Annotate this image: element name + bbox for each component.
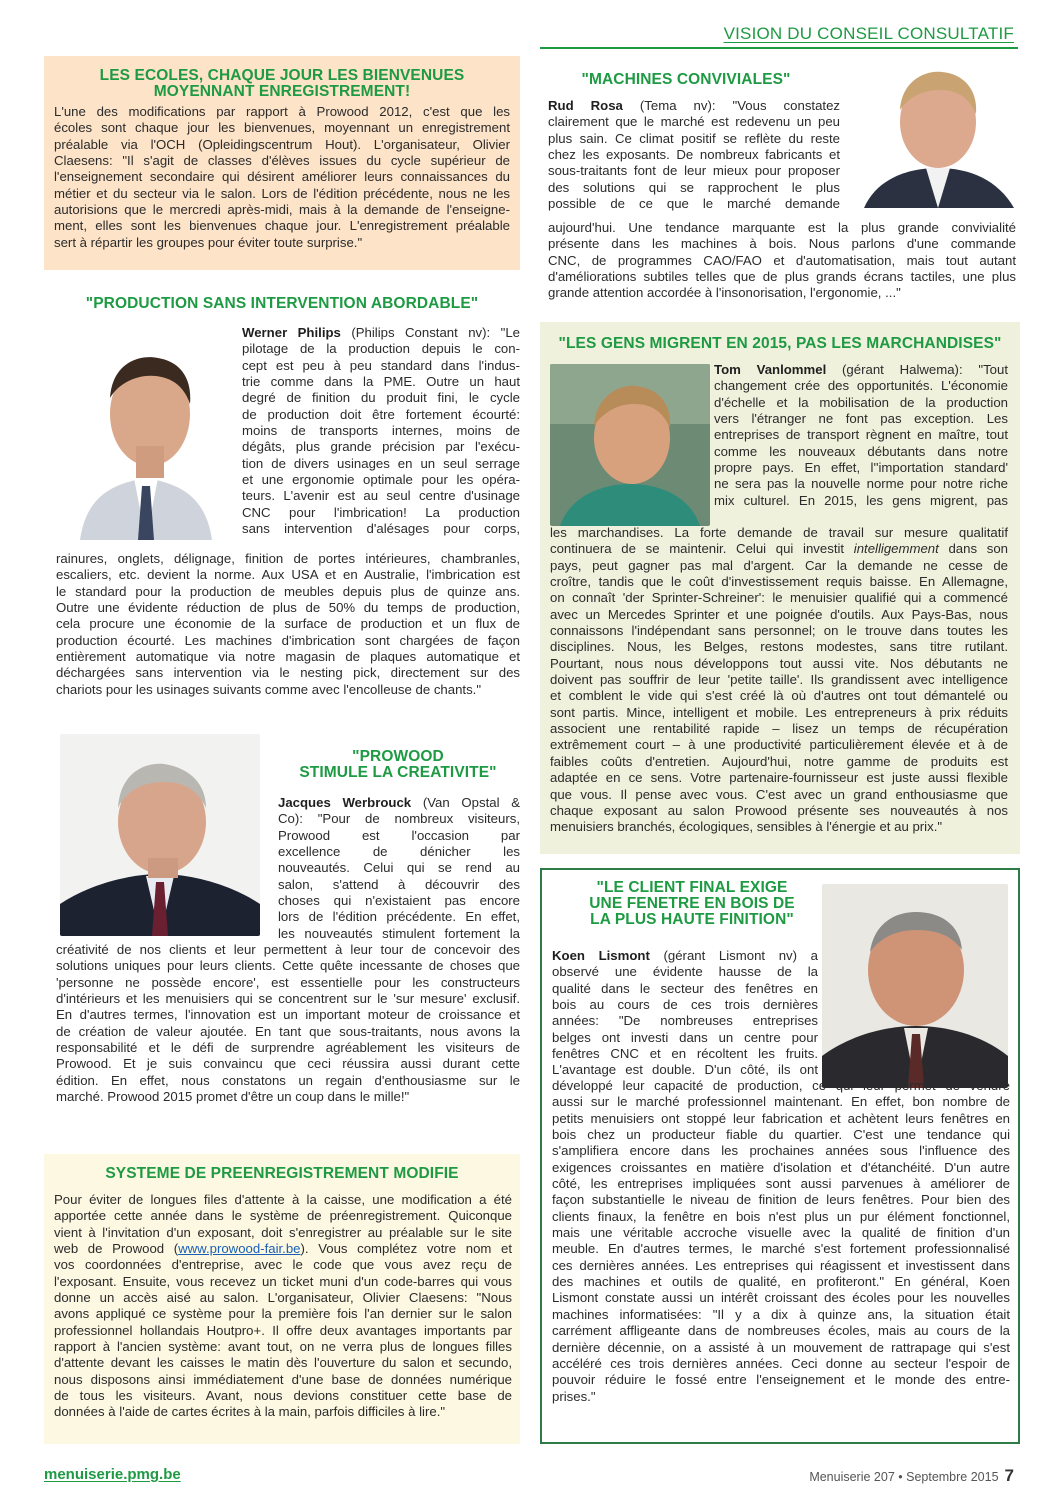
text-line: édition. En effet, nous constatons un regain d'enthousiasme sur le	[56, 1072, 520, 1088]
preregistration-title: SYSTEME DE PREENREGISTREMENT MODIFIE	[105, 1165, 459, 1182]
speaker-name: Rud Rosa	[548, 98, 623, 113]
text-line: d'attente devant les caisses le matin dès l'ouverture du salon et secundo,	[54, 1355, 512, 1371]
page-number: 7	[1004, 1466, 1014, 1485]
text-line: sert à répartir les groupes pour éviter toute surprise."	[54, 234, 363, 250]
production-wide-text	[56, 551, 520, 698]
text-line: bois au cours de ces trois dernières	[552, 997, 818, 1013]
text-line: côté, les entreprises impliquées sont aussi parvenues à améliorer de	[552, 1176, 1010, 1192]
text-line: escaliers, etc. devient la norme. Aux USA et en Australie, l'imbrication est	[56, 567, 520, 583]
text-line: apportée cette année dans le système de préenregistrement. Quiconque	[54, 1208, 512, 1224]
text-line: les nouveautés stimulent fortement la	[278, 925, 520, 941]
speaker-affiliation: (gérant Halwema): "Tout	[826, 362, 1008, 377]
schools-title-line2: MOYENNANT ENREGISTREMENT!	[153, 83, 411, 100]
text-line: tion de divers usinages en un seul serrage	[242, 455, 520, 471]
migrent-box	[540, 322, 1020, 854]
text-line: CNC pour l'imbrication! La production	[242, 504, 520, 520]
text-line: cela procure une économie de la surface de production et un flux de	[56, 616, 520, 632]
speaker-affiliation: (gérant Lismont nv) a	[649, 948, 818, 963]
werner-philips-photo	[60, 326, 232, 540]
text-line: En d'autres termes, l'innovation est un important moteur de croissance et	[56, 1007, 520, 1023]
text-line: rainures, onglets, délignage, finition de portes intérieures, chambranles,	[56, 551, 520, 566]
text-line: marché. Prowood 2015 promet d'être un coup dans le mille!"	[56, 1089, 410, 1105]
migrent-wide-text	[550, 525, 1008, 836]
koen-lismont-photo	[822, 884, 1008, 1088]
text-line: entièrement automatique via notre magasin de plaques automatique et	[56, 649, 520, 665]
text-line: L'avantage est double. D'un côté, ils ont	[552, 1062, 818, 1078]
portrait-koen-lismont	[822, 884, 1008, 1088]
footer-issue-info	[809, 1466, 1014, 1486]
machines-title: "MACHINES CONVIVIALES"	[581, 71, 791, 88]
text-line: pouvoir réduire le fossé entre l'enseignement et le monde des entre-	[552, 1372, 1010, 1388]
text-line: prises."	[552, 1388, 596, 1404]
speaker-line	[278, 795, 520, 811]
text-line: l'exposant. Ensuite, vous recevez un ticket muni d'un code-barres qui vous	[54, 1273, 512, 1289]
text-line: degré de finition du produit fini, le cycle	[242, 390, 520, 406]
text-line: que vous. Il pense avec vous. C'est avec un grand enthousiasme que	[550, 786, 1008, 802]
text-line: donne un accès aisé au salon. L'organisateur, Olivier Claesens: "Nous	[54, 1290, 512, 1306]
schools-body	[54, 104, 510, 251]
text-line: métier et du secteur via le salon. Lors de l'édition précédente, nous ne les	[54, 185, 510, 201]
text-line: années: "De nombreuses entreprises	[552, 1013, 818, 1029]
text-line: extrêmement court – à une productivité particulièrement élevée et à de	[550, 737, 1008, 753]
text-line: et comblent le vide qui s'est créé là où d'autres ont tout démantelé ou	[550, 688, 1008, 704]
creativite-title	[278, 749, 518, 781]
text-line: faibles coûts d'entretien. Aujourd'hui, notre gamme de produits est	[550, 753, 1008, 769]
speaker-affiliation: (Van Opstal &	[411, 795, 520, 810]
text-line: de production doit être fortement écourté:	[242, 406, 520, 422]
text-line: bois chez un producteur fiable du quartier. C'est une tendance qui	[552, 1127, 1010, 1143]
text-line: chez les exposants. De nombreux fabricants et	[548, 147, 840, 163]
text-line: exigences croissantes en matière d'isolation et d'étanchéité. D'un autre	[552, 1159, 1010, 1175]
text-line: s'amplifiera encore dans les prochaines années sous l'influence des	[552, 1143, 1010, 1159]
text-line: adaptée en ce sens. Votre partenaire-fournisseur est juste aussi flexible	[550, 770, 1008, 786]
text-line: production écourté. Les machines d'imbrication sont chargées de façon	[56, 632, 520, 648]
text-line: carrément affligeante dans de nombreuses écoles, mais au cours de la	[552, 1323, 1010, 1339]
speaker-line	[548, 98, 840, 114]
client-title	[542, 880, 842, 928]
text-line: Pourtant, nous nous développons tout aussi vite. Nos débutants ne	[550, 655, 1008, 671]
tom-vanlommel-photo	[550, 364, 710, 526]
text-line: cept est peu à peu standard dans l'indus-	[242, 357, 520, 373]
text-fragment: web de Prowood (	[54, 1241, 179, 1257]
text-line: créativité de nos clients et leur permettent à leur tour de concevoir des	[56, 942, 520, 957]
text-line: croître, tandis que le coût d'investissement requis baisse. En Allemagne,	[550, 574, 1008, 590]
text-line: grande attention accordée à l'insonorisation, l'ergonomie, ..."	[548, 285, 901, 301]
text-line: sont partis. Mince, intelligent et mobile. Les entrepreneurs à prix réduits	[550, 704, 1008, 720]
text-line: chaque exposant au salon Prowood présente ses nouveautés à nos	[550, 802, 1008, 818]
footer-issue: Menuiserie 207 • Septembre 2015	[809, 1470, 999, 1484]
migrent-narrow-text	[714, 362, 1008, 509]
client-title-line2: UNE FENETRE EN BOIS DE	[589, 895, 795, 912]
text-line: accéléré ces trois dernières années. Ceci donne au secteur l'espoir de	[552, 1355, 1010, 1371]
machines-wide-text	[548, 220, 1016, 302]
speaker-affiliation: (Philips Constant nv): "Le	[340, 325, 520, 340]
text-line: entreprises de transport règnent en maître, tout	[714, 427, 1008, 443]
text-line: 'personne ne possède encore', est essentielle pour les constructeurs	[56, 974, 520, 990]
text-line: le standard pour la production de meubles depuis plus de quinze ans.	[56, 583, 520, 599]
creativite-title-line2: STIMULE LA CREATIVITE"	[299, 764, 497, 781]
text-line: Co): "Pour de nombreux visiteurs,	[278, 811, 520, 827]
text-line: trie comme dans la PME. Outre un haut	[242, 374, 520, 390]
text-line: Lismont constate aussi un intérêt croissant des écoles pour les nouvelles	[552, 1290, 1010, 1306]
text-line: rapport à l'ancien système: avant tout, on ne verra plus de longues filles	[54, 1339, 512, 1355]
creativite-title-line1: "PROWOOD	[352, 748, 444, 765]
text-line: Prowood. Et je suis convaincu que ceci réussira aussi durant cette	[56, 1056, 520, 1072]
text-line: Pour éviter de longues files d'attente à la caisse, une modification a été	[54, 1192, 512, 1207]
creativite-narrow-text	[278, 795, 520, 942]
text-line: développé leur capacité de production, ce qui leur permet de vendre	[552, 1078, 1010, 1093]
text-line: Prowood est l'occasion par	[278, 827, 520, 843]
client-wide-text	[552, 1078, 1010, 1405]
text-line: L'une des modifications par rapport à Prowood 2012, c'est que les	[54, 104, 510, 119]
text-line: l'enseignement secondaire qui désirent améliorer leurs connaissances du	[54, 169, 510, 185]
speaker-name: Werner Philips	[242, 325, 341, 340]
text-line: des machines et outils de qualité, en profiteront." En général, Koen	[552, 1274, 1010, 1290]
production-narrow-text	[242, 325, 520, 537]
text-line: nouveautés. Celui qui se rend au	[278, 860, 520, 876]
text-line: préalable via l'OCH (Opleidingscentrum Hout). L'organisateur, Olivier	[54, 136, 510, 152]
text-line: lors de l'édition précédente. En effet,	[278, 909, 520, 925]
text-line: et une ergonomie optimale pour les opéra-	[242, 472, 520, 488]
text-line: dernière décennie, on a assisté à un mouvement de rattrapage qui s'est	[552, 1339, 1010, 1355]
text-line: responsabilité et le défi de surprendre agréablement les visiteurs de	[56, 1040, 520, 1056]
schools-box	[44, 56, 520, 270]
text-line: sous-traitants font de leur mieux pour proposer	[548, 163, 840, 179]
jacques-werbrouck-photo	[60, 734, 260, 936]
text-line: salon, s'attend à découvrir des	[278, 876, 520, 892]
production-title: "PRODUCTION SANS INTERVENTION ABORDABLE"	[85, 295, 479, 312]
text-line: connaissons l'indépendant sans personnel; on le trouve dans toutes les	[550, 623, 1008, 639]
text-line: présente dans les machines à bois. Nous parlons d'une commande	[548, 236, 1016, 252]
text-line: écoles sont chaque jour les bienvenues, moyennant un enregistrement	[54, 120, 510, 136]
text-line: machines informatisées: "Il y a dix à quinze ans, la situation était	[552, 1306, 1010, 1322]
text-line: vos coordonnées d'entreprise, avec le code que vous avez reçu de	[54, 1257, 512, 1273]
text-line: chariots pour les usinages suivants comme avec l'encolleuse de chants."	[56, 681, 482, 697]
text-line: dégâts, plus grande précision par l'exécu-	[242, 439, 520, 455]
text-line: petits menuisiers ont stoppé leur fabrication et achètent leurs fenêtres en	[552, 1110, 1010, 1126]
text-line: aujourd'hui. Une tendance marquante est la plus grande convivialité	[548, 220, 1016, 235]
text-line: ne sera pas la nouvelle norme pour notre riche	[714, 476, 1008, 492]
text-line: des solutions qui se rapprochent le plus	[548, 179, 840, 195]
text-line: possible de ce que le marché demande	[548, 196, 840, 212]
text-line: solutions uniques pour leurs clients. Cette quête incessante de choses que	[56, 958, 520, 974]
portrait-tom-vanlommel	[550, 364, 710, 526]
portrait-jacques-werbrouck	[60, 734, 260, 936]
speaker-name: Koen Lismont	[552, 948, 650, 963]
migrent-title: "LES GENS MIGRENT EN 2015, PAS LES MARCHANDISES"	[558, 335, 1002, 352]
text-line: changement crée des opportunités. L'économie	[714, 378, 1008, 394]
preregistration-body	[54, 1192, 512, 1421]
text-line: mais une véritable accroche visuelle avec la qualité de finition d'un	[552, 1225, 1010, 1241]
speaker-line	[714, 362, 1008, 378]
text-line: nous disposons ainsi immédiatement d'une base de données numérique	[54, 1371, 512, 1387]
speaker-line	[242, 325, 520, 341]
text-line: avons appliqué ce système pour la première fois l'an dernier sur le salon	[54, 1306, 512, 1322]
text-line: de tous les visiteurs. Avant, nous devions constituer cette base de	[54, 1388, 512, 1404]
text-line: associent une rentabilité rapide – lisez un temps de récupération	[550, 721, 1008, 737]
text-line: teurs. L'avenir est au seul centre d'usinage	[242, 488, 520, 504]
speaker-name: Tom Vanlommel	[714, 362, 827, 377]
text-line: propre pays. En effet, l''importation standard'	[714, 460, 1008, 476]
text-fragment: continuera de se maintenir. Celui qui investit	[550, 541, 854, 557]
text-line: autorisions que le mercredi après-midi, mais à la demande de l'enseigne-	[54, 202, 510, 218]
prowood-website-link[interactable]: www.prowood-fair.be	[178, 1241, 301, 1257]
text-line: disciplines. Nous, les Belges, restons modestes, sans titre rutilant.	[550, 639, 1008, 655]
text-line: d'intérieurs et les menuisiers qui se concentrent sur le 'sur mesure' exclusif.	[56, 991, 520, 1007]
text-line: menuisiers branchés, écologiques, sensibles à l'énergie et au prix."	[550, 819, 943, 835]
speaker-line	[552, 948, 818, 964]
text-line: données à l'aide de cartes écrites à la main, parfois difficiles à lire."	[54, 1404, 446, 1420]
header-rule	[540, 47, 1018, 49]
portrait-werner-philips	[60, 326, 232, 540]
portrait-rud-rosa	[846, 56, 1022, 208]
client-box	[540, 868, 1020, 1444]
text-line: professionnel hollandais Houtpro+. Il offre deux avantages importants par	[54, 1322, 512, 1338]
text-line: comme les nouveaux débutants dans notre	[714, 443, 1008, 459]
text-line: Outre une évidente réduction de plus de 50% du temps de production,	[56, 600, 520, 616]
text-line: CNC, de programmes CAO/FAO et d'automatisation, mais tout autant	[548, 252, 1016, 268]
creativite-wide-text	[56, 942, 520, 1105]
text-line: mix culturel. En 2015, les gens migrent, pas	[714, 492, 1008, 508]
speaker-name: Jacques Werbrouck	[278, 795, 412, 810]
text-line	[54, 1241, 512, 1257]
speaker-affiliation: (Tema nv): "Vous constatez	[622, 98, 840, 113]
text-line: clients finaux, la fenêtre en bois n'est plus un pur élément fonctionnel,	[552, 1208, 1010, 1224]
text-line: doivent pas souffrir de leur 'petite taille'. Ils grandissent avec intelligence	[550, 672, 1008, 688]
client-narrow-text	[552, 948, 818, 1079]
section-title: VISION DU CONSEIL CONSULTATIF	[723, 24, 1014, 43]
text-line: les marchandises. La forte demande de travail sur mesure qualitatif	[550, 525, 1008, 540]
text-line: on connaît 'der Sprinter-Schreiner': le menuisier qualifié qui a commencé	[550, 590, 1008, 606]
client-title-line1: "LE CLIENT FINAL EXIGE	[596, 879, 788, 896]
footer-site-link[interactable]: menuiserie.pmg.be	[44, 1466, 181, 1483]
text-line: moins de transports internes, moins de	[242, 423, 520, 439]
text-line: déchargées sans intervention via le nesting pick, directement sur des	[56, 665, 520, 681]
text-line: plus sain. Ce climat positif se reflète du reste	[548, 130, 840, 146]
text-line: fenêtres CNC et en récoltent les fruits.	[552, 1046, 818, 1062]
text-line: meuble. En d'autres termes, le marché s'est fortement professionnalisé	[552, 1241, 1010, 1257]
text-line: de création de valeur ajoutée. En tant que sous-traitants, nous avons la	[56, 1023, 520, 1039]
client-title-line3: LA PLUS HAUTE FINITION"	[590, 911, 794, 928]
text-line	[550, 541, 1008, 557]
text-line: ment, elles sont les bienvenues chaque jour. L'enregistrement préalable	[54, 218, 510, 234]
text-fragment: ). Vous complétez votre nom et	[300, 1241, 512, 1257]
text-line: d'améliorations subtiles telles que de plus grands écrans tactiles, une plus	[548, 269, 1016, 285]
text-line: Claesens: "Il s'agit de classes d'élèves issues du cycle supérieur de	[54, 153, 510, 169]
machines-narrow-text	[548, 98, 840, 212]
rud-rosa-photo	[846, 56, 1022, 208]
text-line: pays, peut gagner pas mal d'argent. Car la demande ne cesse de	[550, 557, 1008, 573]
text-line: d'échelle et la mobilisation de la production	[714, 394, 1008, 410]
text-line: pilotage de la production depuis le con-	[242, 341, 520, 357]
schools-title-line1: LES ECOLES, CHAQUE JOUR LES BIENVENUES	[99, 67, 465, 84]
schools-title	[44, 68, 520, 100]
text-line: ces dernières années. Les entreprises qui réagissent et investissent dans	[552, 1257, 1010, 1273]
text-line: clairement que le marché est redevenu un peu	[548, 114, 840, 130]
text-fragment: dans son	[938, 541, 1009, 557]
text-line: avec un Mercedes Sprinter et une poignée d'outils. Aux Pays-Bas, nous	[550, 606, 1008, 622]
text-line: qualité dans le secteur des fenêtres en	[552, 980, 818, 996]
text-line: sans intervention d'alésages pour corps,	[242, 521, 520, 537]
text-line: observé une évidente hausse de la	[552, 964, 818, 980]
text-line: vers l'étranger ne font pas exception. Les	[714, 411, 1008, 427]
preregistration-box	[44, 1154, 520, 1444]
emphasis: intelligemment	[853, 541, 939, 557]
text-line: façon substantielle le niveau de finition de leurs fenêtres. Pour bien des	[552, 1192, 1010, 1208]
text-line: vient à l'invitation d'un exposant, doit s'enregistrer au préalable sur le site	[54, 1224, 512, 1240]
text-line: excellence de dénicher les	[278, 844, 520, 860]
text-line: choses qui n'existaient pas encore	[278, 893, 520, 909]
text-line: aussi sur le marché professionnel maintenant. En effet, bon nombre de	[552, 1094, 1010, 1110]
text-line: belges ont investi dans un centre pour	[552, 1029, 818, 1045]
